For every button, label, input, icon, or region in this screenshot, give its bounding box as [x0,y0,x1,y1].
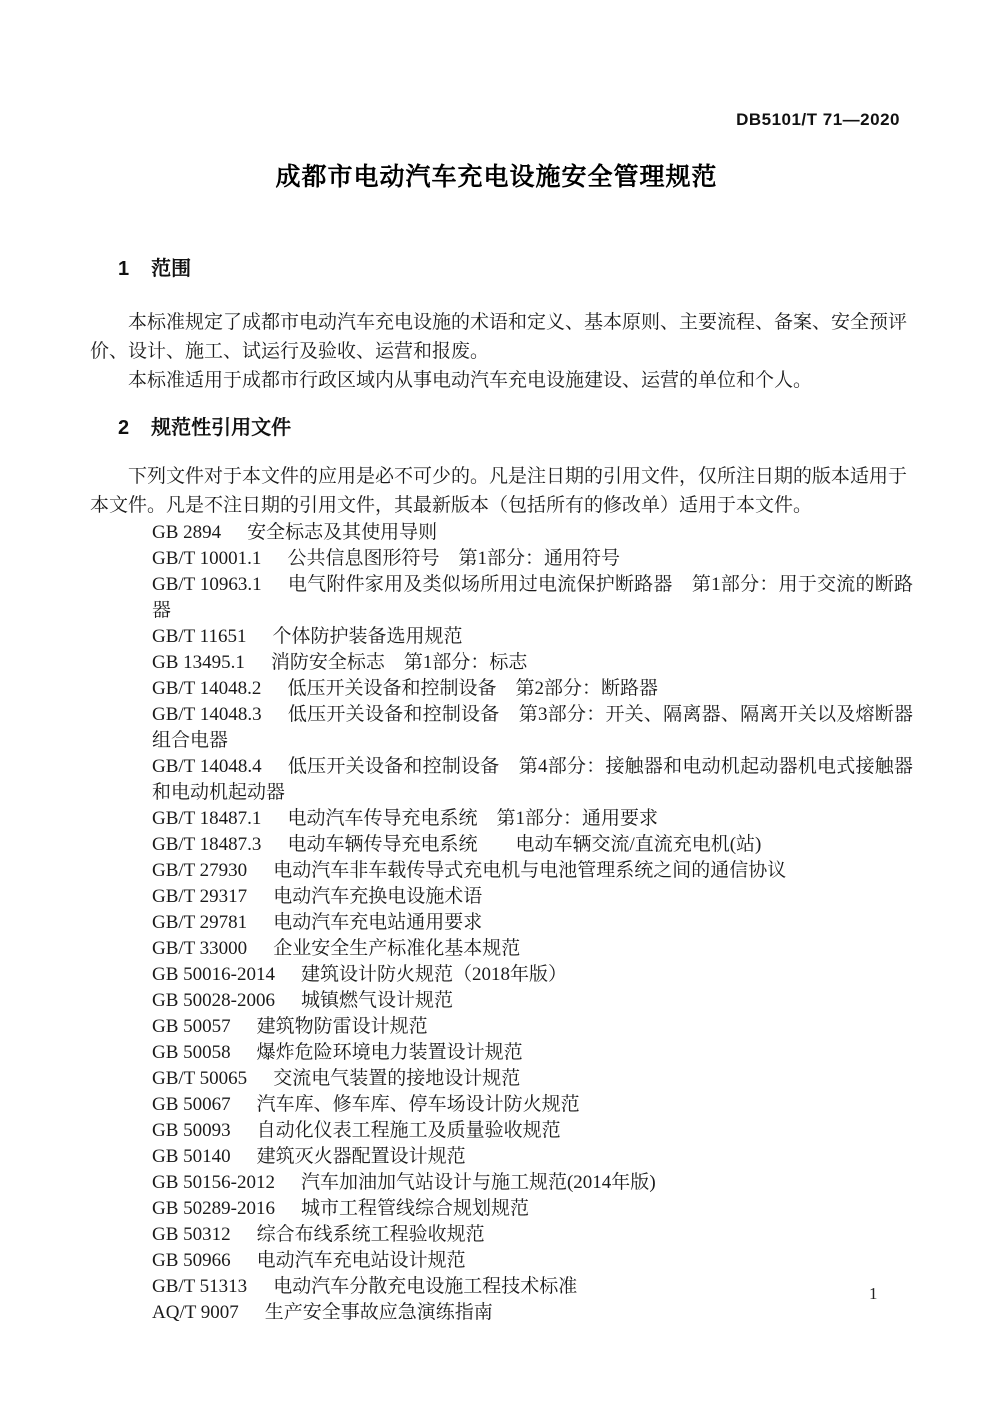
reference-title: 城市工程管线综合规划规范 [300,1198,529,1219]
reference-code: GB/T 18487.3 [152,834,262,855]
reference-item [152,936,913,962]
reference-title: 电动汽车传导充电系统 第1部分：通用要求 [287,808,658,829]
reference-title: 建筑灭火器配置设计规范 [256,1146,466,1167]
reference-title: 电气附件家用及类似场所用过电流保护断路器 第1部分：用于交流的断路器 [152,574,913,621]
scope-paragraph-1: 本标准规定了成都市电动汽车充电设施的术语和定义、基本原则、主要流程、备案、安全预评价、设计、施工、试运行及验收、运营和报废。 [90,312,908,362]
reference-code: GB 50057 [152,1016,231,1037]
reference-title: 企业安全生产标准化基本规范 [273,938,521,959]
reference-code: GB 50289-2016 [152,1198,275,1219]
reference-item [152,1066,913,1092]
reference-title: 建筑物防雷设计规范 [256,1016,428,1037]
reference-item [152,754,913,806]
reference-code: GB 50140 [152,1146,231,1167]
reference-title: 安全标志及其使用导则 [247,522,438,543]
reference-item [152,624,913,650]
reference-code: GB/T 33000 [152,938,248,959]
page-number: 1 [869,1284,878,1303]
reference-title: 汽车库、修车库、停车场设计防火规范 [256,1094,580,1115]
reference-code: GB 13495.1 [152,652,245,673]
references-list [152,520,913,1326]
reference-item [152,1196,913,1222]
reference-code: AQ/T 9007 [152,1302,239,1323]
reference-title: 自动化仪表工程施工及质量验收规范 [256,1120,561,1141]
reference-code: GB/T 29317 [152,886,248,907]
reference-code: GB/T 10963.1 [152,574,262,595]
reference-code: GB 50028-2006 [152,990,275,1011]
reference-code: GB/T 14048.4 [152,756,262,777]
reference-title: 汽车加油加气站设计与施工规范(2014年版) [300,1172,656,1193]
reference-title: 电动车辆传导充电系统 电动车辆交流/直流充电机(站) [287,834,762,855]
references-intro-paragraph: 下列文件对于本文件的应用是必不可少的。凡是注日期的引用文件，仅所注日期的版本适用于本文件。凡是不注日期的引用文件，其最新版本（包括所有的修改单）适用于本文件。 [90,466,908,516]
reference-item [152,650,913,676]
reference-item [152,988,913,1014]
reference-title: 城镇燃气设计规范 [300,990,453,1011]
section-1-body [90,308,907,395]
reference-item [152,1014,913,1040]
section-2-number: 2 [118,417,130,439]
reference-code: GB/T 27930 [152,860,248,881]
reference-title: 消防安全标志 第1部分：标志 [270,652,528,673]
reference-code: GB 50966 [152,1250,231,1271]
reference-item [152,910,913,936]
document-title: 成都市电动汽车充电设施安全管理规范 [275,163,718,191]
section-2-heading [118,415,993,441]
reference-title: 电动汽车充电站通用要求 [273,912,483,933]
reference-title: 低压开关设备和控制设备 第2部分：断路器 [287,678,658,699]
reference-code: GB 50093 [152,1120,231,1141]
reference-code: GB/T 11651 [152,626,247,647]
reference-code: GB 50016-2014 [152,964,275,985]
reference-title: 电动汽车充电站设计规范 [256,1250,466,1271]
reference-title: 综合布线系统工程验收规范 [256,1224,485,1245]
reference-item [152,546,913,572]
reference-code: GB 50067 [152,1094,231,1115]
reference-item [152,832,913,858]
reference-code: GB/T 10001.1 [152,548,262,569]
reference-item [152,1248,913,1274]
standard-number: DB5101/T 71—2020 [736,110,900,129]
reference-item [152,806,913,832]
reference-title: 公共信息图形符号 第1部分：通用符号 [287,548,620,569]
reference-code: GB 50058 [152,1042,231,1063]
scope-paragraph-2: 本标准适用于成都市行政区域内从事电动汽车充电设施建设、运营的单位和个人。 [128,370,813,391]
reference-item [152,884,913,910]
section-2-title: 规范性引用文件 [151,417,292,439]
reference-code: GB/T 29781 [152,912,248,933]
reference-code: GB/T 14048.2 [152,678,262,699]
section-1-title: 范围 [151,258,192,280]
reference-item [152,702,913,754]
reference-code: GB/T 50065 [152,1068,248,1089]
reference-title: 生产安全事故应急演练指南 [264,1302,493,1323]
reference-item [152,1300,913,1326]
reference-item [152,520,913,546]
section-2-body [90,462,907,520]
reference-item [152,1092,913,1118]
reference-code: GB/T 51313 [152,1276,248,1297]
reference-title: 电动汽车非车载传导式充电机与电池管理系统之间的通信协议 [273,860,787,881]
reference-item [152,572,913,624]
reference-item [152,676,913,702]
reference-item [152,858,913,884]
section-1-number: 1 [118,258,130,280]
reference-code: GB 50156-2012 [152,1172,275,1193]
section-1-heading [118,256,993,282]
reference-code: GB/T 14048.3 [152,704,262,725]
reference-title: 低压开关设备和控制设备 第3部分：开关、隔离器、隔离开关以及熔断器组合电器 [152,704,913,751]
reference-item [152,1144,913,1170]
reference-title: 低压开关设备和控制设备 第4部分：接触器和电动机起动器机电式接触器和电动机起动器 [152,756,913,803]
reference-title: 爆炸危险环境电力装置设计规范 [256,1042,523,1063]
reference-title: 个体防护装备选用规范 [272,626,463,647]
reference-title: 建筑设计防火规范（2018年版） [300,964,567,985]
reference-item [152,1222,913,1248]
reference-code: GB 2894 [152,522,222,543]
reference-title: 电动汽车分散充电设施工程技术标准 [273,1276,578,1297]
reference-code: GB 50312 [152,1224,231,1245]
reference-item [152,1274,913,1300]
reference-item [152,962,913,988]
reference-title: 电动汽车充换电设施术语 [273,886,483,907]
reference-title: 交流电气装置的接地设计规范 [273,1068,521,1089]
reference-code: GB/T 18487.1 [152,808,262,829]
reference-item [152,1040,913,1066]
reference-item [152,1118,913,1144]
reference-item [152,1170,913,1196]
